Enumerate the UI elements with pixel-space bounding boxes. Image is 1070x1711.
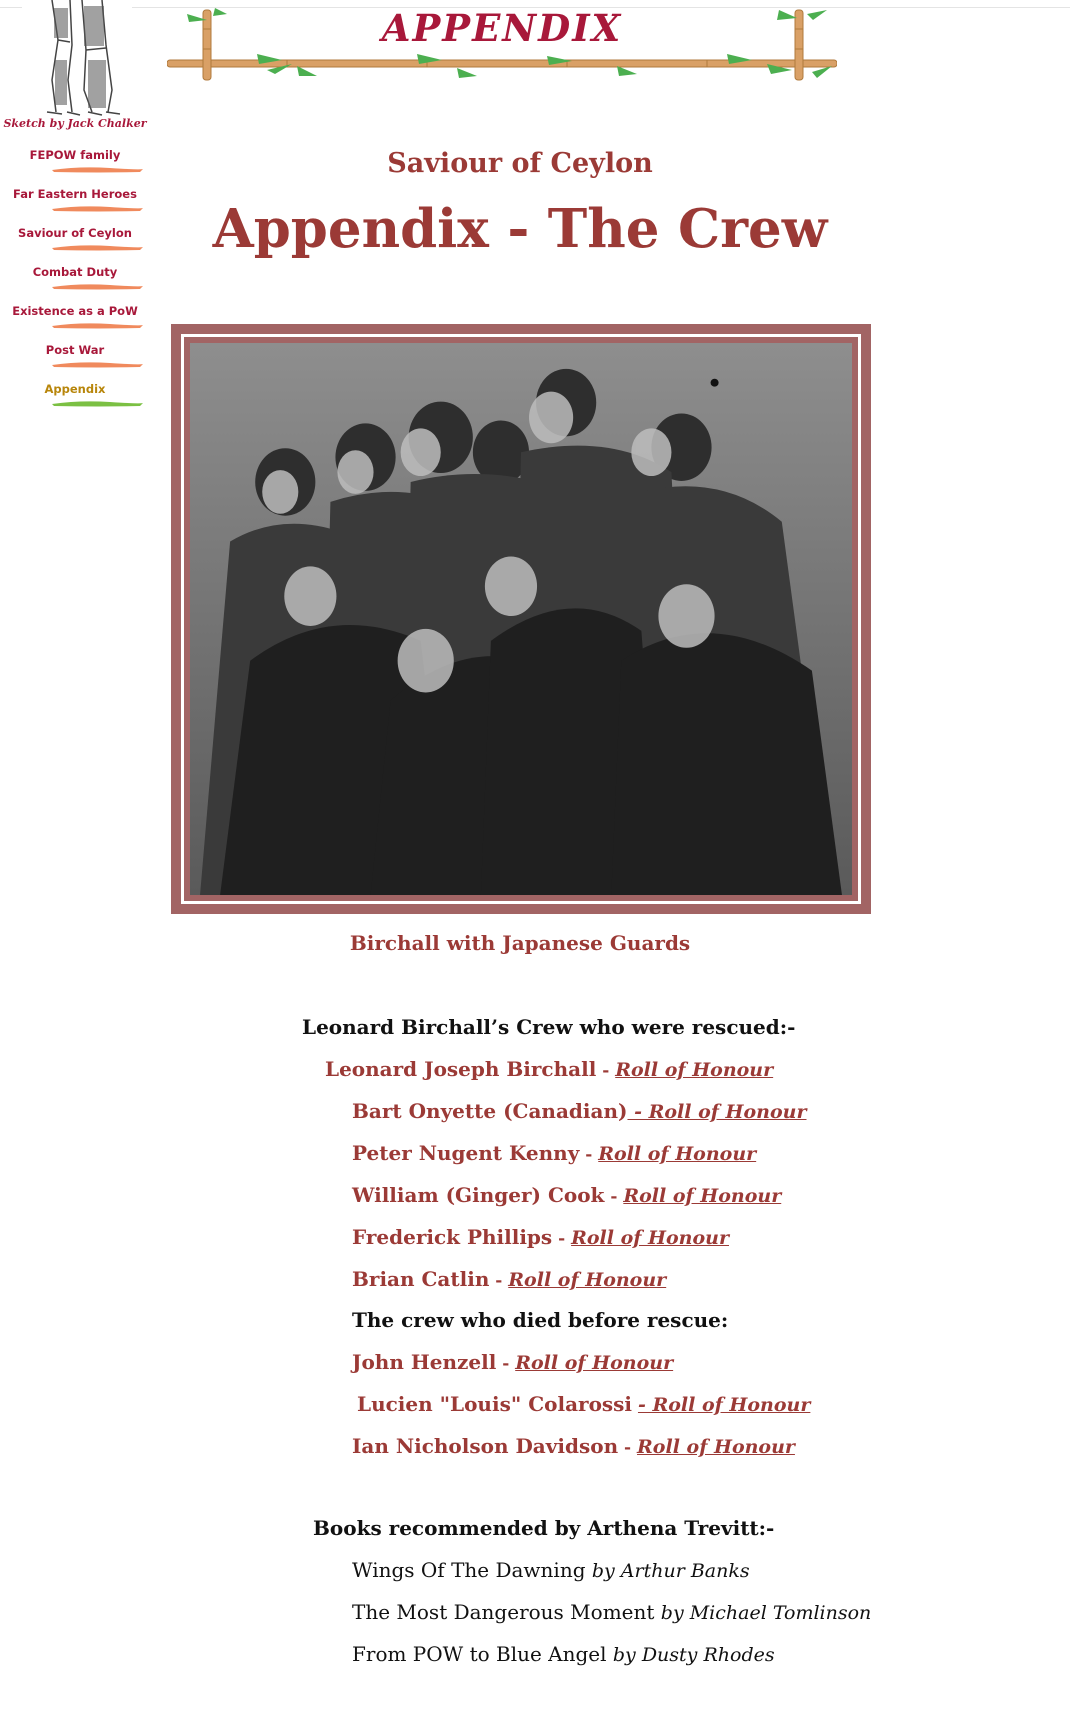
sidebar-item-label: Appendix xyxy=(44,382,106,396)
sidebar-item-label: Existence as a PoW xyxy=(12,304,138,318)
list-item xyxy=(352,1141,756,1165)
banner-title: APPENDIX xyxy=(381,6,623,50)
list-item xyxy=(352,1183,781,1207)
crew-photo xyxy=(190,343,852,895)
crew-name: Leonard Joseph Birchall xyxy=(325,1057,597,1081)
list-item xyxy=(352,1350,673,1374)
list-item xyxy=(352,1434,795,1458)
roll-of-honour-link[interactable]: Roll of Honour xyxy=(571,1227,729,1249)
books-heading: Books recommended by Arthena Trevitt:- xyxy=(313,1516,775,1540)
sidebar-item-label: Combat Duty xyxy=(32,265,118,279)
book-author: by Dusty Rhodes xyxy=(612,1644,775,1666)
roll-of-honour-link[interactable]: Roll of Honour xyxy=(637,1436,795,1458)
sidebar-item-label: Far Eastern Heroes xyxy=(13,187,137,201)
photo-frame xyxy=(171,324,871,914)
sidebar-item-fepow-family[interactable] xyxy=(0,146,150,185)
list-item xyxy=(357,1392,810,1416)
crew-name: John Henzell xyxy=(352,1350,497,1374)
roll-of-honour-link[interactable]: Roll of Honour xyxy=(598,1143,757,1165)
crew-name: Frederick Phillips xyxy=(352,1225,553,1249)
sketch-caption: Sketch by Jack Chalker xyxy=(3,117,147,130)
brush-stroke-icon xyxy=(50,398,145,408)
crew-name: Bart Onyette (Canadian) xyxy=(352,1099,628,1123)
separator: - xyxy=(618,1438,638,1458)
list-item xyxy=(325,1057,773,1081)
list-item xyxy=(352,1099,807,1123)
roll-of-honour-link[interactable]: Roll of Honour xyxy=(515,1352,674,1374)
separator: - xyxy=(596,1061,616,1081)
book-title: From POW to Blue Angel xyxy=(352,1642,607,1666)
sidebar-item-existence-as-a-pow[interactable] xyxy=(0,302,150,341)
roll-of-honour-link[interactable]: Roll of Honour xyxy=(615,1059,774,1081)
brush-stroke-icon xyxy=(50,359,145,369)
separator: - xyxy=(489,1271,509,1291)
sidebar-item-label: Post War xyxy=(45,343,105,357)
separator: - xyxy=(552,1229,572,1249)
sidebar-item-appendix[interactable] xyxy=(0,380,150,419)
rescued-heading: Leonard Birchall’s Crew who were rescued:- xyxy=(302,1015,796,1039)
brush-stroke-icon xyxy=(50,164,145,174)
book-title: Wings Of The Dawning xyxy=(352,1558,586,1582)
list-item xyxy=(352,1267,666,1291)
roll-of-honour-link[interactable]: Roll of Honour xyxy=(508,1269,667,1291)
list-item xyxy=(352,1600,871,1624)
roll-of-honour-link[interactable]: - Roll of Honour xyxy=(627,1101,807,1123)
brush-stroke-icon xyxy=(50,203,145,213)
brush-stroke-icon xyxy=(50,242,145,252)
roll-of-honour-link[interactable]: - Roll of Honour xyxy=(637,1394,811,1416)
sketch-image xyxy=(22,0,132,120)
list-item xyxy=(352,1558,750,1582)
list-item xyxy=(352,1225,729,1249)
list-item xyxy=(352,1642,775,1666)
photo-frame-inner xyxy=(181,334,861,904)
crew-name: Ian Nicholson Davidson xyxy=(352,1434,619,1458)
book-title: The Most Dangerous Moment xyxy=(352,1600,655,1624)
crew-name: Brian Catlin xyxy=(352,1267,490,1291)
sidebar-item-post-war[interactable] xyxy=(0,341,150,380)
sidebar-item-label: Saviour of Ceylon xyxy=(18,226,132,240)
separator: - xyxy=(579,1145,599,1165)
sidebar-item-combat-duty[interactable] xyxy=(0,263,150,302)
sidebar-item-saviour-of-ceylon[interactable] xyxy=(0,224,150,263)
page-subtitle: Saviour of Ceylon xyxy=(387,148,653,179)
roll-of-honour-link[interactable]: Roll of Honour xyxy=(623,1185,782,1207)
brush-stroke-icon xyxy=(50,320,145,330)
sidebar-item-label: FEPOW family xyxy=(29,148,121,162)
page-title: Appendix - The Crew xyxy=(212,198,828,260)
sidebar-item-far-eastern-heroes[interactable] xyxy=(0,185,150,224)
crew-name: Peter Nugent Kenny xyxy=(352,1141,580,1165)
died-heading: The crew who died before rescue: xyxy=(352,1308,729,1332)
brush-stroke-icon xyxy=(50,281,145,291)
sidebar-nav xyxy=(0,146,150,419)
separator: - xyxy=(604,1187,624,1207)
crew-name: William (Ginger) Cook xyxy=(352,1183,605,1207)
book-author: by Arthur Banks xyxy=(591,1560,750,1582)
book-author: by Michael Tomlinson xyxy=(660,1602,872,1624)
separator: - xyxy=(496,1354,516,1374)
crew-name: Lucien "Louis" Colarossi xyxy=(357,1392,633,1416)
photo-caption: Birchall with Japanese Guards xyxy=(349,931,691,955)
